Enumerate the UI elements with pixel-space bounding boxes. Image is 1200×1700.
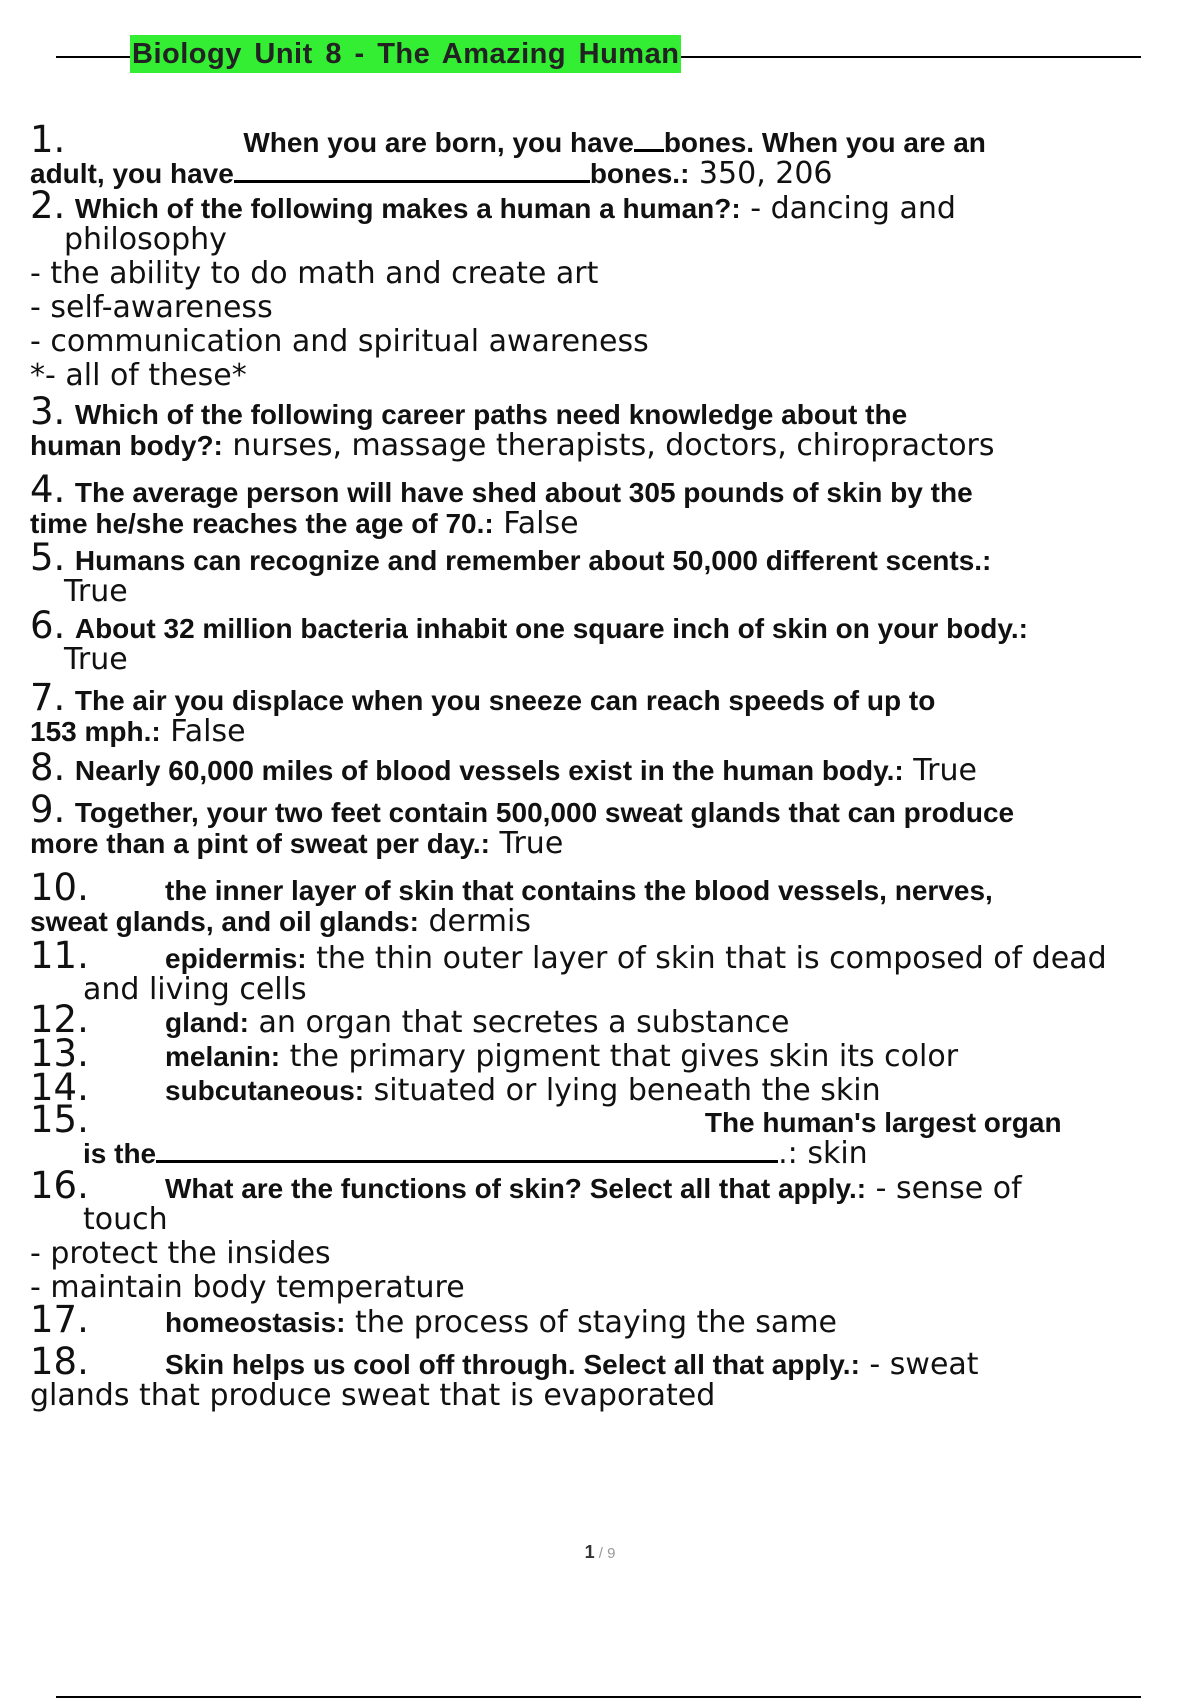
question-8: 8. Nearly 60,000 miles of blood vessels exist in the human body.: True: [30, 746, 977, 789]
question-3-cont: human body?: nurses, massage therapists, doctors, chiropractors: [30, 428, 995, 463]
question-3: 3. Which of the following career paths need knowledge about the: [30, 390, 908, 433]
question-7: 7. The air you displace when you sneeze can reach speeds of up to: [30, 676, 936, 719]
fill-blank: [234, 178, 590, 183]
definition-11-cont: and living cells: [83, 972, 307, 1007]
page-indicator: 1 / 9: [584, 1542, 616, 1562]
question-4-cont: time he/she reaches the age of 70.: False: [30, 506, 579, 541]
answer-16-cont: touch: [83, 1202, 168, 1237]
answer-6: True: [64, 642, 128, 677]
fill-blank: [156, 1158, 778, 1163]
term-17: 17. homeostasis: the process of staying the same: [30, 1298, 837, 1341]
answer-18-cont: glands that produce sweat that is evaporated: [30, 1378, 716, 1413]
term-13: 13. melanin: the primary pigment that gives skin its color: [30, 1032, 959, 1075]
question-5: 5. Humans can recognize and remember about 50,000 different scents.:: [30, 536, 992, 579]
question-15: 15. The human's largest organ: [30, 1098, 1062, 1141]
option: - self-awareness: [30, 290, 273, 325]
term-12: 12. gland: an organ that secretes a substance: [30, 998, 790, 1041]
question-10: 10. the inner layer of skin that contains the blood vessels, nerves,: [30, 866, 993, 909]
option: - the ability to do math and create art: [30, 256, 599, 291]
question-10-cont: sweat glands, and oil glands: dermis: [30, 904, 531, 939]
answer-2-cont: philosophy: [64, 222, 227, 257]
question-4: 4. The average person will have shed about 305 pounds of skin by the: [30, 468, 973, 511]
option: - communication and spiritual awareness: [30, 324, 649, 359]
question-6: 6. About 32 million bacteria inhabit one square inch of skin on your body.:: [30, 604, 1028, 647]
question-18: 18. Skin helps us cool off through. Select all that apply.: - sweat: [30, 1340, 979, 1383]
page-title: Biology Unit 8 - The Amazing Human: [130, 35, 681, 73]
question-7-cont: 153 mph.: False: [30, 714, 246, 749]
option: - protect the insides: [30, 1236, 331, 1271]
question-1-cont: adult, you have bones.: 350, 206: [30, 156, 833, 191]
term-11: 11. epidermis: the thin outer layer of skin that is composed of dead: [30, 934, 1107, 977]
question-1: 1. When you are born, you have bones. When you are an: [30, 118, 986, 161]
term-14: 14. subcutaneous: situated or lying beneath the skin: [30, 1066, 881, 1109]
bottom-rule: [56, 1696, 1141, 1698]
question-9-cont: more than a pint of sweat per day.: True: [30, 826, 564, 861]
question-9: 9. Together, your two feet contain 500,000 sweat glands that can produce: [30, 788, 1015, 831]
fill-blank: [634, 147, 664, 152]
question-2: 2. Which of the following makes a human a human?: - dancing and: [30, 184, 956, 227]
question-16: 16. What are the functions of skin? Select all that apply.: - sense of: [30, 1164, 1022, 1207]
answer-5: True: [64, 574, 128, 609]
option: - maintain body temperature: [30, 1270, 465, 1305]
question-15-cont: is the .: skin: [83, 1136, 868, 1171]
option-correct: *- all of these*: [30, 358, 247, 393]
